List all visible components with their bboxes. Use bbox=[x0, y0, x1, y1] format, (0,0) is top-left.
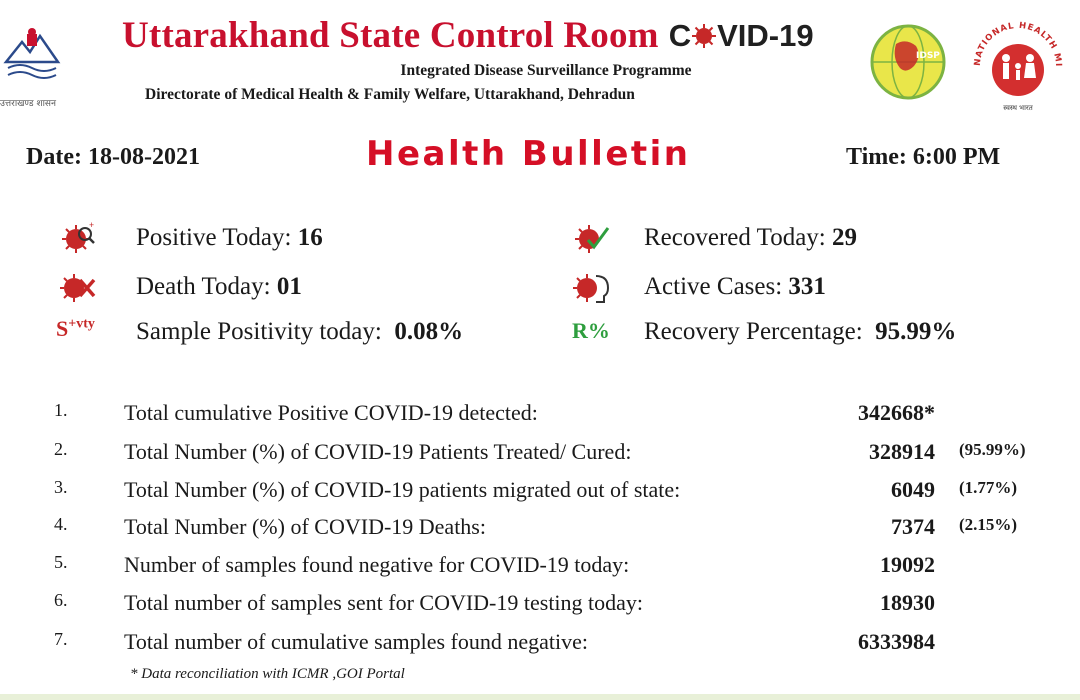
recovered-today-value: 29 bbox=[832, 224, 858, 251]
table-row bbox=[0, 629, 1080, 665]
sample-positivity-label: Sample Positivity today: bbox=[136, 318, 395, 345]
row-percentage: (2.15%) bbox=[959, 515, 1018, 534]
positivity-symbol-sup: +vty bbox=[68, 316, 95, 332]
title-line bbox=[122, 14, 814, 57]
mountain-emblem-icon bbox=[0, 22, 76, 94]
virus-positive-icon bbox=[58, 220, 98, 256]
table-row bbox=[0, 400, 1080, 436]
family-icon bbox=[966, 14, 1070, 114]
table-row bbox=[0, 514, 1080, 550]
row-value: 18930 bbox=[880, 590, 935, 615]
row-number: 2. bbox=[54, 439, 68, 459]
row-value: 6333984 bbox=[858, 629, 935, 654]
covid-logo-text: VID-19 bbox=[717, 17, 814, 53]
row-number: 6. bbox=[54, 590, 68, 610]
row-number: 3. bbox=[54, 477, 68, 497]
row-percentage: (95.99%) bbox=[959, 440, 1026, 459]
row-label: Total number of cumulative samples found negative: bbox=[124, 629, 588, 654]
death-today-label: Death Today: bbox=[136, 273, 277, 300]
row-label: Total Number (%) of COVID-19 Deaths: bbox=[124, 514, 486, 539]
row-number: 7. bbox=[54, 629, 68, 649]
bulletin-date: Date: 18-08-2021 bbox=[26, 144, 200, 170]
row-number: 1. bbox=[54, 400, 68, 420]
positivity-symbol-letter: S bbox=[56, 316, 69, 341]
idsp-logo-text: IDSP bbox=[916, 51, 940, 61]
row-value: 328914 bbox=[869, 439, 935, 464]
table-row bbox=[0, 552, 1080, 588]
programme-name: Integrated Disease Surveillance Programme bbox=[400, 62, 692, 79]
sample-positivity-value: 0.08% bbox=[394, 318, 464, 345]
death-today-value: 01 bbox=[276, 273, 302, 300]
nhm-logo bbox=[966, 14, 1070, 114]
sample-positivity bbox=[136, 318, 463, 346]
row-value: 342668* bbox=[858, 400, 935, 425]
recovered-today bbox=[644, 224, 857, 252]
nhm-tagline: स्वस्थ भारत bbox=[1003, 104, 1033, 112]
bulletin-header bbox=[0, 0, 1080, 120]
row-label: Total Number (%) of COVID-19 Patients Treated/ Cured: bbox=[124, 439, 632, 464]
row-value: 7374 bbox=[891, 514, 935, 539]
row-percentage: (1.77%) bbox=[959, 478, 1018, 497]
positive-today bbox=[136, 224, 323, 252]
globe-icon bbox=[866, 22, 950, 102]
row-number: 4. bbox=[54, 514, 68, 534]
virus-recovered-icon bbox=[572, 220, 612, 256]
recovery-percentage-symbol: R% bbox=[572, 318, 610, 343]
virus-death-icon bbox=[58, 270, 98, 306]
footnote: * Data reconciliation with ICMR ,GOI Portal bbox=[130, 666, 405, 682]
row-label: Total number of samples sent for COVID-19 testing today: bbox=[124, 590, 644, 615]
positive-today-label: Positive Today: bbox=[136, 224, 298, 251]
row-label: Number of samples found negative for COVID-19 today: bbox=[124, 552, 630, 577]
active-cases bbox=[644, 273, 826, 301]
active-cases-value: 331 bbox=[788, 273, 826, 300]
row-number: 5. bbox=[54, 552, 68, 572]
page-title: Uttarakhand State Control Room bbox=[122, 15, 659, 56]
recovery-percentage-label: Recovery Percentage: bbox=[644, 318, 876, 345]
recovery-percentage-value: 95.99% bbox=[875, 318, 957, 345]
row-value: 6049 bbox=[891, 477, 935, 502]
row-label: Total cumulative Positive COVID-19 detected: bbox=[124, 400, 538, 425]
covid-logo-prefix: C bbox=[668, 17, 692, 53]
death-today bbox=[136, 273, 302, 301]
recovered-today-label: Recovered Today: bbox=[644, 224, 833, 251]
bottom-strip bbox=[0, 694, 1080, 700]
nhm-logo-text: NATIONAL HEALTH MI bbox=[972, 20, 1064, 68]
active-cases-label: Active Cases: bbox=[644, 273, 789, 300]
recovery-percentage bbox=[644, 318, 956, 346]
covid-logo bbox=[669, 18, 814, 54]
table-row bbox=[0, 439, 1080, 475]
coronavirus-icon bbox=[691, 23, 717, 49]
bulletin-heading: Health Bulletin bbox=[366, 134, 691, 174]
table-row bbox=[0, 477, 1080, 513]
sample-positivity-symbol bbox=[56, 316, 95, 342]
state-logo-caption: उत्तराखण्ड शासन bbox=[0, 99, 57, 109]
department-name: Directorate of Medical Health & Family Welfare, Uttarakhand, Dehradun bbox=[145, 86, 635, 103]
svg-text:+: + bbox=[89, 220, 95, 230]
row-value: 19092 bbox=[880, 552, 935, 577]
bulletin-time: Time: 6:00 PM bbox=[846, 144, 1001, 170]
idsp-logo bbox=[866, 22, 950, 102]
table-row bbox=[0, 590, 1080, 626]
positive-today-value: 16 bbox=[297, 224, 323, 251]
row-label: Total Number (%) of COVID-19 patients migrated out of state: bbox=[124, 477, 681, 502]
virus-active-icon bbox=[572, 270, 612, 306]
